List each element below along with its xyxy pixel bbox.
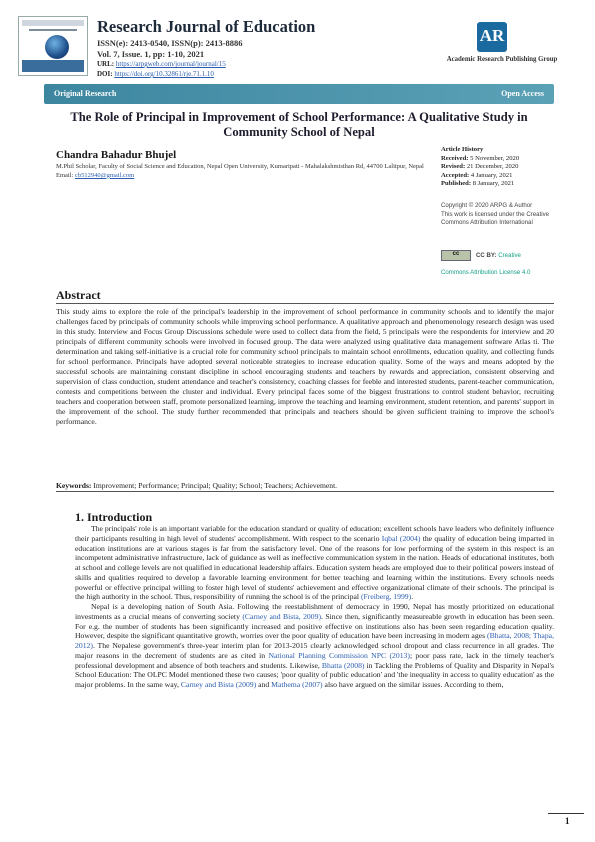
license-text: This work is licensed under the Creative Commons Attribution International [441,210,550,226]
original-research-label: Original Research [54,89,117,98]
cc-badge-icon[interactable] [441,250,471,261]
article-type-banner [44,84,554,104]
abstract-text: This study aims to explore the role of the principal's leadership in the improvement of school performance in community schools and to identify the major challenges faced by principals of community schools while improving school performance. A qualitative approach and phenomenology research design was used in this study. Interview and Focus Group Discussions schedule were used to collect data from the field, 5 principals were the respondents for interview and 20 principals of different community schools were involved in focused group. The data were analyzed using qualitative data management software Atlas ti. The determination and taking self-initiative is a crucial role for community school principals to maintain school enrollments, education quality, and collecting funds for school performance. Principals have adopted several noticeable strategies to increase education quality. Some of the ways and means adopted by the successful schools are maintaining constant discipline in school encouraging students and teachers by rewards and appreciation, consistent observing and supervision of class conduction, student attendance and teacher's consistency, coaching classes for feeble and interested students, parent-teacher communication, contests and competitions between the cluster and individual. Every principal faces some of the biggest frustrations to control student behavior, recruiting teachers and cooperation between staff, promote personalized learning, improve the teaching and learning environment, student retention, and parents' support in the improvement of the school. The study further recommended that principals and teachers should be given sufficient training to improve the school's performance. [56,307,554,426]
citation-link[interactable]: Bhatta (2008) [321,660,365,670]
publisher-name: Academic Research Publishing Group [446,56,558,63]
url-label: URL: [97,60,115,68]
email-label: Email: [56,171,74,179]
email-link[interactable]: cb512940@gmail.com [74,171,135,179]
page-number: 1 [565,816,570,826]
divider [548,813,584,814]
keywords-label: Keywords: [56,481,92,490]
revised-label: Revised: [441,163,466,171]
affiliation-text: M.Phil Scholar, Faculty of Social Science and Education, Nepal Open University, Kumaripati - Mahalakshmisthan Rd, 44700 Lalitpur, Nepal [56,163,424,170]
citation-link[interactable]: (Freiberg, 1999) [360,592,412,602]
journal-volume: Vol. 7, Issue. 1, pp: 1-10, 2021 [97,49,205,59]
cc-link[interactable]: Creative [498,252,521,259]
revised-date: 21 December, 2020 [466,163,519,171]
journal-issn: ISSN(e): 2413-0540, ISSN(p): 2413-8886 [97,38,243,48]
paragraph: The principals' role is an important variable for the education standard or quality of education; excellent schools have leaders who definitely influence their participants resulting in high level of students' accomplishment. With respect to the scenario Iqbal (2004) the quality of education being imparted in education institutions are at various stages is far from the satisfactory level. One of the reasons for low performing of the system in this respect is an incompetent administrative infrastructure, lack of guidance as well as ineffective communication system in the nation. Heads of educational institutes, both at school and college levels are not qualified in educational leadership affairs. Education system heads are employed due to their political powers instead of skills and qualities required to develop a favorable learning environment for better teaching and learning within the institutions. Every schools needs powerful or effective principal willing to foster high level of students' achievement and effective organizational climate of their schools. The principal is the high authority in the school. Thus, responsibility of running the school is of the principal (Freiberg, 1999). [75,524,554,602]
section-heading: 1. Introduction [75,510,153,524]
history-heading: Article History [441,146,484,153]
copyright-text: Copyright © 2020 ARPG & Author [441,202,533,209]
journal-doi-row [97,70,214,78]
paragraph: Nepal is a developing nation of South Asia. Following the reestablishment of democracy in 1990, Nepal has mostly prioritized on educational investments as a crucial means of converting society (Carney and Bista, 2009). Since then, significantly measureable growth in education has been seen. For e.g. the number of students has been significantly increased and positive effective on institutions also has been seen regarding education quality. However, despite the significant quantitative growth, worries over the poor quality of education have been increasing in modern ages (Bhatta, 2008; Thapa, 2012). The Nepalese government's three-year interim plan for 2013-2015 clearly acknowledged school dropout and class recurrence in all grades. The major reasons in the decrement of students are as cited in National Planning Commission NPC (2013); poor pass rate, lack in the timely teacher's professional development and absence of both teachers and students. Likewise, Bhatta (2008) in Tackling the Problems of Quality and Disparity in Nepal's School Education: The OLPC Model mentioned these two causes; 'poor quality of public education' and 'the inequality in access to quality education' as the major problems. In the same way, Carney and Bista (2009) and Mathema (2007) also have argued on the similar issues. According to them, [75,602,555,689]
open-access-label: Open Access [501,89,544,98]
doi-link[interactable]: https://doi.org/10.32861/rje.71.1.10 [114,70,214,78]
cc-license-link[interactable]: Commons Attribution License 4.0 [441,269,531,276]
paper-title: The Role of Principal in Improvement of School Performance: A Qualitative Study in Community School of Nepal [70,110,528,139]
journal-name: Research Journal of Education [97,17,316,36]
keywords-list: Improvement; Performance; Principal; Quality; School; Teachers; Achievement. [93,481,338,490]
author-name: Chandra Bahadur Bhujel [56,149,177,161]
cc-by-label: CC BY: [476,252,497,259]
abstract-heading: Abstract [56,288,101,302]
citation-link[interactable]: (Bhatta, 2008; Thapa, 2012) [75,631,554,650]
cc-badge-text: cc [452,251,460,257]
divider [56,303,554,304]
citation-link[interactable]: Carney and Bista (2009) [180,680,257,689]
journal-cover-image [18,16,88,76]
cc-license [476,252,568,261]
journal-url-row [97,60,226,68]
published-label: Published: [441,180,472,188]
doi-label: DOI: [97,70,113,78]
article-history [441,146,566,189]
citation-link[interactable]: Iqbal (2004) [381,533,421,543]
divider [56,491,554,492]
author-affiliation [56,163,426,181]
logo-text: AR [479,26,505,45]
received-date: 5 November, 2020 [470,154,520,162]
accepted-label: Accepted: [441,171,470,179]
globe-icon [45,35,69,59]
accepted-date: 4 January, 2021 [470,171,513,179]
received-label: Received: [441,154,469,162]
keywords [56,481,554,490]
publisher-logo [477,22,507,52]
published-date: 8 January, 2021 [472,180,515,188]
introduction-body [75,524,554,690]
journal-url-link[interactable]: https://arpgweb.com/journal/journal/15 [115,60,226,68]
citation-link[interactable]: Mathema (2007) [271,680,323,689]
citation-link[interactable]: (Carney and Bista, 2009) [242,611,322,621]
copyright-notice [441,202,566,228]
citation-link[interactable]: National Planning Commission NPC (2013) [268,650,410,660]
